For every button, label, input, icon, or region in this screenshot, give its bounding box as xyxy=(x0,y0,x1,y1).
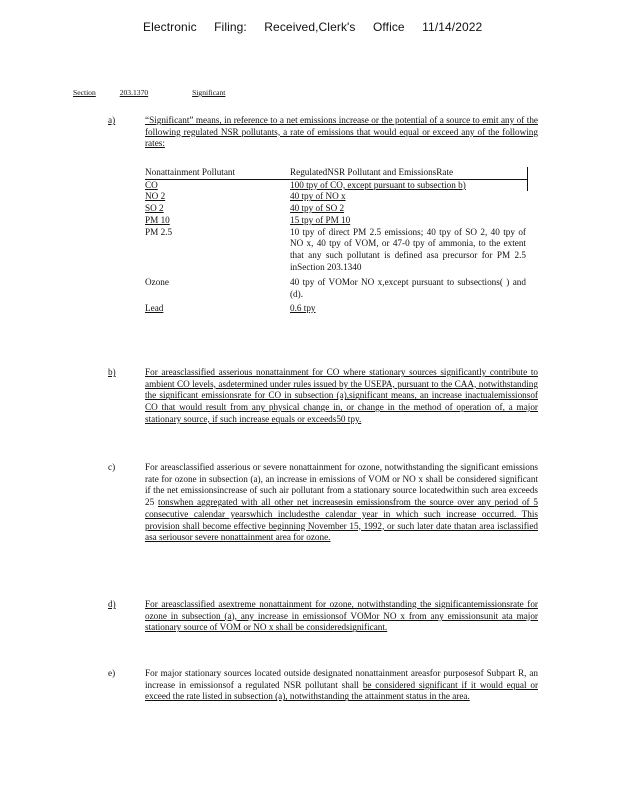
paragraph-d-label: d) xyxy=(108,599,116,609)
table-cell-pollutant: NO 2 xyxy=(145,191,166,202)
table-cell-pollutant: PM 10 xyxy=(145,214,170,225)
stamp-received: Received,Clerk's xyxy=(264,20,356,34)
table-header-row xyxy=(145,167,528,180)
section-title: Significant xyxy=(192,88,226,97)
table-cell-pollutant: Ozone xyxy=(145,277,169,288)
table-row xyxy=(145,277,528,300)
table-cell-rate: 15 tpy of PM 10 xyxy=(290,214,351,225)
table-row xyxy=(145,303,528,315)
section-number: 203.1370 xyxy=(119,88,149,97)
paragraph-b-label: b) xyxy=(108,367,116,377)
table-row xyxy=(145,215,528,227)
stamp-filing: Filing: xyxy=(214,20,247,34)
stamp-office: Office xyxy=(372,20,405,34)
emissions-rate-table xyxy=(145,167,528,314)
table-cell-rate: 10 tpy of direct PM 2.5 emissions; 40 tpy of SO 2, 40 tpy of NO x, 40 tpy of VOM, or 47-0 tpy of ammonia, to the extent that any such pollutant is defined asa precursor for PM 2.5 inSection 203.1340 xyxy=(290,226,526,272)
paragraph-e-label: e) xyxy=(108,668,116,678)
table-cell-pollutant: Lead xyxy=(145,302,164,313)
table-cell-pollutant: PM 2.5 xyxy=(145,226,173,237)
paragraph-c-label: c) xyxy=(108,462,116,472)
table-cell-pollutant: CO xyxy=(145,179,158,190)
paragraph-d-text: For areasclassified asextreme nonattainment for ozone, notwithstanding the significantemissionsrate for ozone in subsection (a), any increase in emissionsof VOMor NO x from any emissionsunit ata major stationary source of VOM or NO x shall be consideredsignificant. xyxy=(145,599,538,633)
table-right-border xyxy=(527,167,528,191)
paragraph-b-text: For areasclassified asserious nonattainment for CO where stationary sources significantly contribute to ambient CO levels, asdetermined under rules issued by the USEPA, pursuant to the CAA, notwithstanding the significant emissionsrate for CO in subsection (a),significant means, an increase inactualemissionsof CO that would result from any physical change in, or change in the method of operation of, a major stationary source, if such increase equals or exceeds50 tpy. xyxy=(145,367,538,424)
table-row xyxy=(145,227,528,274)
table-row xyxy=(145,203,528,215)
paragraph-a-label: a) xyxy=(108,115,116,125)
paragraph-a xyxy=(108,115,538,150)
table-cell-rate: 40 tpy of NO x xyxy=(290,191,346,202)
section-heading xyxy=(73,88,225,97)
table-header-pollutant: Nonattainment Pollutant xyxy=(145,167,236,177)
table-header-rate: RegulatedNSR Pollutant and EmissionsRate xyxy=(290,167,454,177)
filing-stamp-header xyxy=(143,20,496,34)
table-row xyxy=(145,180,528,192)
section-label: Section xyxy=(73,88,96,97)
paragraph-b xyxy=(108,367,538,426)
table-cell-rate: 0.6 tpy xyxy=(290,302,316,313)
paragraph-a-text: “Significant” means, in reference to a net emissions increase or the potential of a source to emit any of the following regulated NSR pollutants, a rate of emissions that would equal or exceed any of the following rates: xyxy=(145,115,538,149)
paragraph-e xyxy=(108,668,538,703)
paragraph-d xyxy=(108,599,538,634)
paragraph-c-text-plain: For areasclassified asserious or severe nonattainment for ozone, notwithstanding the significant emissions rate for ozone in subsection (a), an increase in emissions of VOM or NO x shall be considered significant if the net emissionsincrease of such air pollutant from a stationary source locatedwithin such area exceeds 25 xyxy=(145,462,538,508)
table-cell-rate: 40 tpy of SO 2 xyxy=(290,203,345,214)
table-cell-rate: 100 tpy of CO, except pursuant to subsection b) xyxy=(290,179,466,190)
paragraph-c-text-underlined: tonswhen aggregated with all other net increasesin emissionsfrom the source over any period of 5 consecutive calendar yearswhich includesthe calendar year in which such increase occurred. This provision shall become effective beginning November 15, 1992, or such later date thatan area isclassified asa seriousor severe nonattainment area for ozone. xyxy=(145,497,539,543)
table-cell-pollutant: SO 2 xyxy=(145,203,164,214)
stamp-electronic: Electronic xyxy=(143,20,197,34)
table-cell-rate: 40 tpy of VOMor NO x,except pursuant to subsections( ) and (d). xyxy=(290,277,526,300)
paragraph-c xyxy=(108,462,538,544)
paragraph-e-text-underlined: be considered significant if it would equal or exceed the rate listed in subsection (a), notwithstanding the attainment status in the area. xyxy=(145,679,538,702)
paragraph-e-text xyxy=(145,668,538,703)
stamp-date: 11/14/2022 xyxy=(422,20,483,34)
paragraph-c-text xyxy=(145,462,538,544)
paragraph-e-text-plain: For major stationary sources located outside designated nonattainment areasfor purposesof Subpart R, an increase in emissionsof a regulated NSR pollutant shall xyxy=(145,668,538,690)
table-row xyxy=(145,191,528,203)
